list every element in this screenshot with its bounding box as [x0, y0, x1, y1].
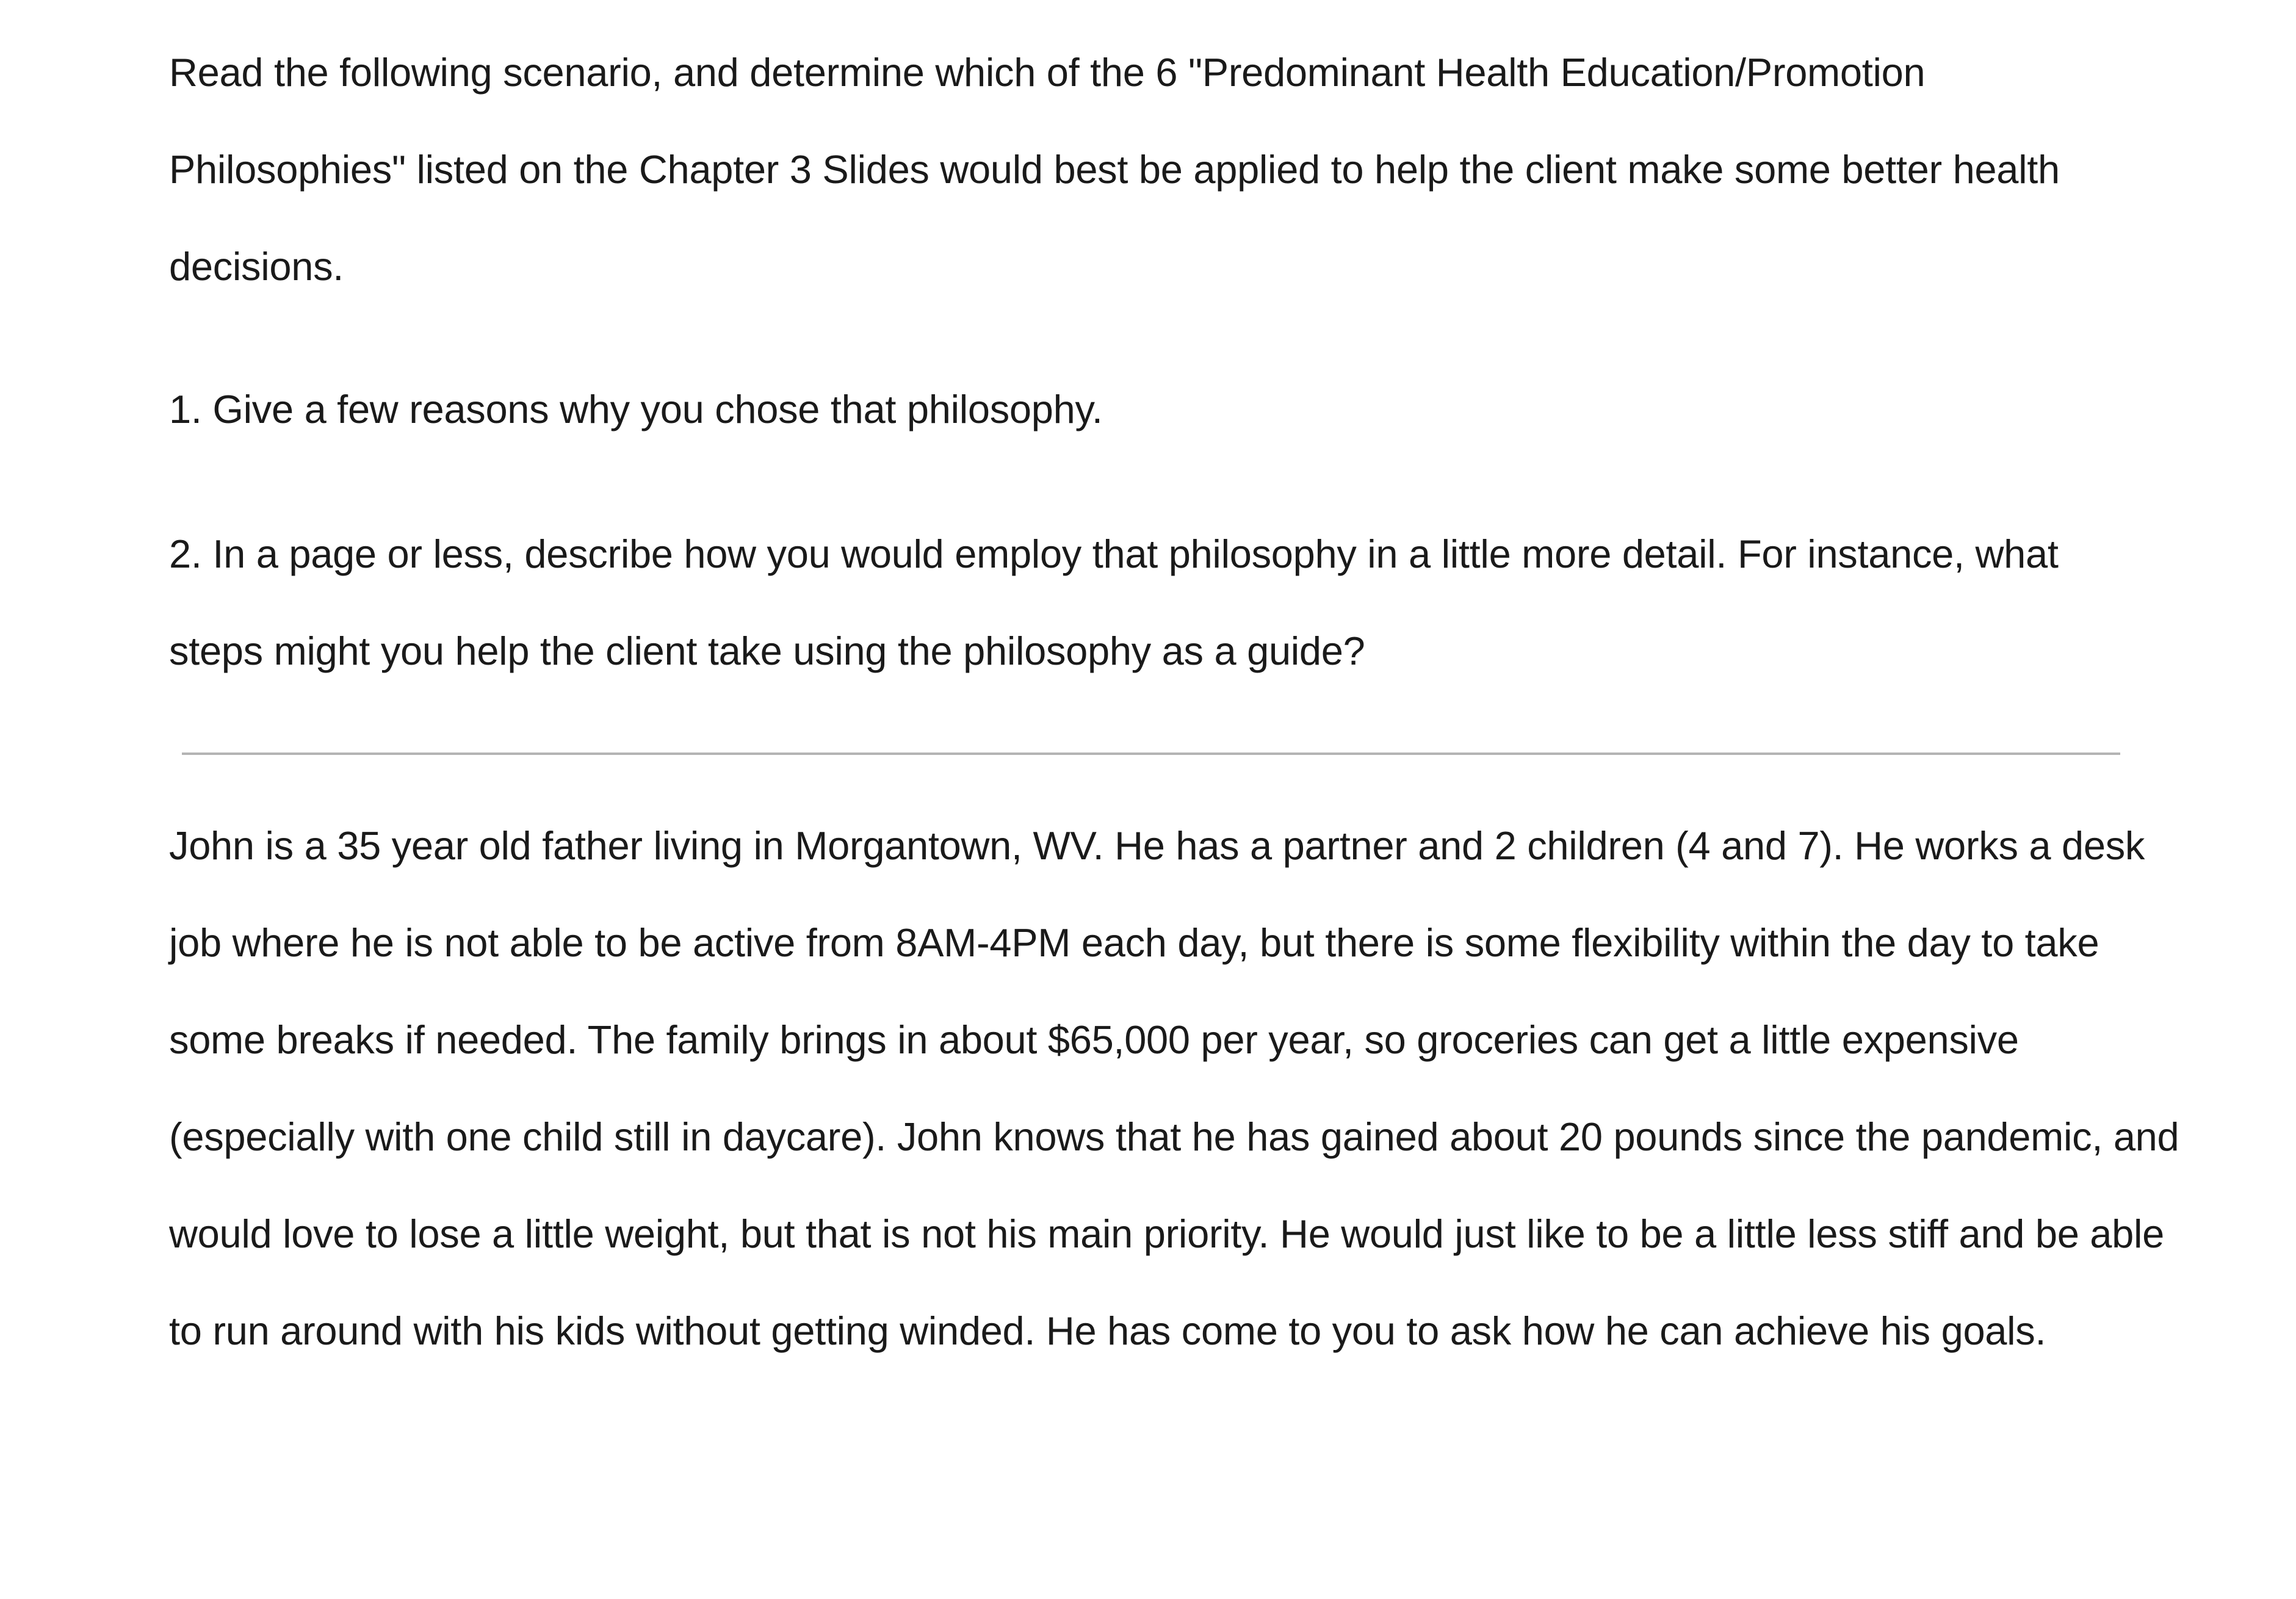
question-1: 1. Give a few reasons why you chose that philosophy. — [169, 387, 1103, 431]
question-2: 2. In a page or less, describe how you would employ that philosophy in a little more detail. For instance, what steps might you help the client take using the philosophy as a guide? — [169, 532, 2059, 673]
horizontal-divider — [182, 753, 2120, 755]
scenario-paragraph: John is a 35 year old father living in Morgantown, WV. He has a partner and 2 children (4 and 7). He works a desk job where he is not able to be active from 8AM-4PM each day, but there is some flexibility within the day to take some breaks if needed. The family brings in about $65,000 per year, so groceries can get a little expensive (especially with one child still in daycare). John knows that he has gained about 20 pounds since the pandemic, and would love to lose a little weight, but that is not his main priority. He would just like to be a little less stiff and be able to run around with his kids without getting winded. He has come to you to ask how he can achieve his goals. — [169, 823, 2179, 1353]
instructions-paragraph: Read the following scenario, and determine which of the 6 "Predominant Health Education/Promotion Philosophies" listed on the Chapter 3 Slides would best be applied to help the client make some better health decisions. — [169, 50, 2060, 289]
